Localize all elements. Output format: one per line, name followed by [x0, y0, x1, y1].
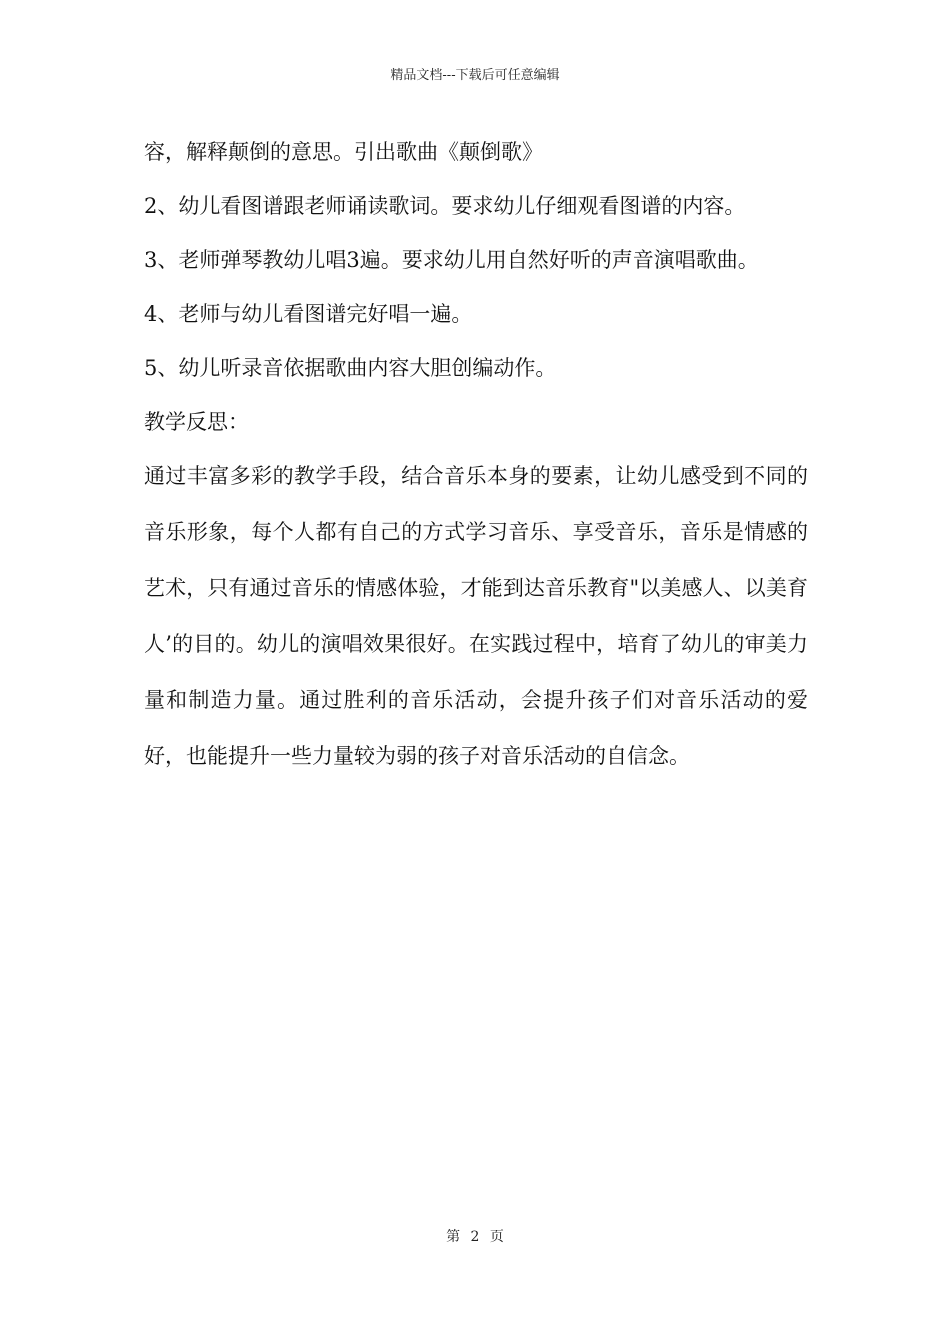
step-5: 5、幼儿听录音依据歌曲内容大胆创编动作。 [144, 356, 557, 380]
page-suffix: 页 [489, 1229, 504, 1245]
paragraph-line: 容，解释颠倒的意思。引出歌曲《颠倒歌》 [144, 140, 543, 164]
reflection-paragraph: 通过丰富多彩的教学手段，结合音乐本身的要素，让幼儿感受到不同的音乐形象，每个人都有自己的方式学习音乐、享受音乐，音乐是情感的艺术，只有通过音乐的情感体验，才能到达音乐教育"以美感人、以美育人’的目的。幼儿的演唱效果很好。在实践过程中，培育了幼儿的审美力量和制造力量。通过胜利的音乐活动，会提升孩子们对音乐活动的爱好，也能提升一些力量较为弱的孩子对音乐活动的自信念。 [144, 464, 808, 768]
page-prefix: 第 [446, 1229, 461, 1245]
step-2: 2、幼儿看图谱跟老师诵读歌词。要求幼儿仔细观看图谱的内容。 [144, 194, 746, 218]
page-header: 精品文档---下载后可任意编辑 [390, 68, 560, 83]
page-number: 2 [470, 1229, 480, 1245]
step-3: 3、老师弹琴教幼儿唱3遍。要求幼儿用自然好听的声音演唱歌曲。 [144, 248, 759, 272]
section-heading-reflection: 教学反思： [144, 410, 249, 434]
document-body [144, 133, 808, 784]
step-4: 4、老师与幼儿看图谱完好唱一遍。 [144, 302, 473, 326]
page-footer [0, 1226, 950, 1246]
